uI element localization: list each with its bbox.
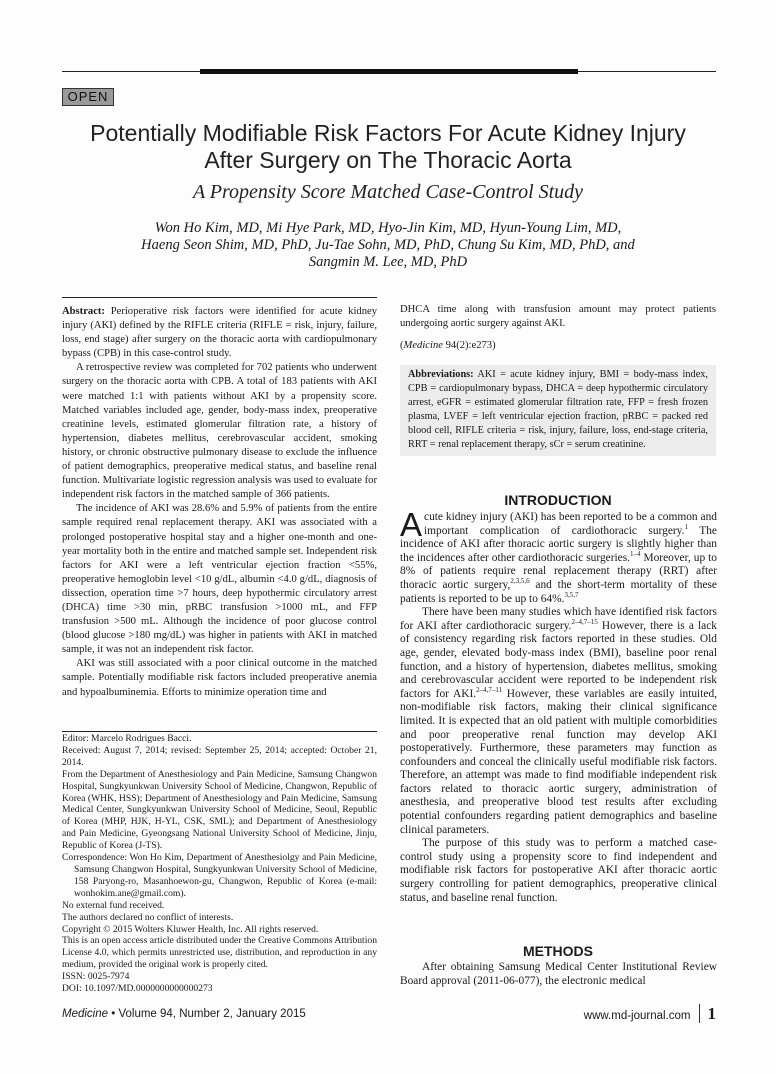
footnote-conflict: The authors declared no conflict of interests.: [62, 911, 234, 923]
intro-p1: Acute kidney injury (AKI) has been reported to be a common and important complication of cardiothoracic surgery.$^1$ The incidence of AKI after thoracic aortic surgery is slightly higher than the incidences after other cardiothoracic surgeries.$^{1-4}$ Moreover, up to 8% of patients require renal replacement therapy (RRT) after thoracic aortic surgery,$^{2,3,5,6}$ and the short-term mortality of these patients is reported to be up to 64%.$^{3,5,7}$: [400, 506, 717, 605]
open-access-badge: OPEN: [62, 88, 114, 106]
footnote-correspondence: Correspondence: Won Ho Kim, Department of Anesthesiolgy and Pain Medicine, Samsung Changwon Hospital, Sungkyunkwan University School of Medicine, 158 Paryong-ro, Masanhoewon-gu, Changwon, Republic of Korea (e-mail: wonhokim.ane@gmail.com).: [62, 852, 377, 899]
citation: (Medicine 94(2):e273): [400, 340, 496, 352]
methods-body: [400, 961, 717, 988]
footnote-funding: No external fund received.: [62, 899, 165, 911]
abbreviations-label: Abbreviations:: [408, 369, 474, 380]
citation-journal: Medicine: [403, 340, 443, 352]
footer-journal-info: Medicine • Volume 94, Number 2, January 2015: [62, 1008, 306, 1020]
footnote-doi: DOI: 10.1097/MD.0000000000000273: [62, 983, 213, 995]
footnotes: [62, 733, 377, 995]
footnote-received: Received: August 7, 2014; revised: September 25, 2014; accepted: October 21, 2014.: [62, 744, 377, 768]
footnote-copyright: Copyright © 2015 Wolters Kluwer Health, Inc. All rights reserved.: [62, 923, 319, 935]
abstract-p2: A retrospective review was completed for 702 patients who underwent surgery on the thoracic aorta with CPB. A total of 183 patients with AKI were matched 1:1 with patients without AKI by a propensity score. Matched variables included age, gender, body-mass index, preoperative creatinine levels, estimated glomerular filtration rate, a history of hypertension, diabetes mellitus, cerebrovascular accident, smoking history, or chronic obstructive pulmonary disease to exclude the influence of patient demographics, preoperative medical status, and baseline renal function. Multivariate logistic regression analysis was used to evaluate for independent risk factors in the matched sample of 366 patients.: [62, 362, 377, 501]
footnote-affiliations: From the Department of Anesthesiology and Pain Medicine, Samsung Changwon Hospital, Sungkyunkwan University School of Medicine, Changwon, Republic of Korea (WHK, HSS); Department of Anesthesiology and Pain Medicine, Samsung Medical Center, Sungkyunkwan University School of Medicine, Seoul, Republic of Korea (MHP, HJK, H-YL, CSK, SML); and Department of Anesthesiology and Pain Medicine, Gyeongsang National University School of Medicine, Jinju, Republic of Korea (J-TS).: [62, 768, 377, 852]
drop-cap: A: [400, 506, 423, 543]
footnote-rule: [62, 731, 377, 732]
footnote-license: This is an open access article distributed under the Creative Commons Attribution License 4.0, which permits unrestricted use, distribution, and reproduction in any medium, provided the original work is properly cited.: [62, 935, 377, 971]
footer-url[interactable]: www.md-journal.com: [583, 1010, 691, 1022]
abstract-rule: [62, 297, 377, 298]
author-line: Sangmin M. Lee, MD, PhD: [308, 254, 468, 270]
introduction-heading: INTRODUCTION: [504, 492, 612, 508]
methods-heading: METHODS: [523, 943, 593, 959]
footnote-issn: ISSN: 0025-7974: [62, 971, 130, 983]
article-subtitle: A Propensity Score Matched Case-Control Study: [192, 181, 584, 203]
footer-issue: Volume 94, Number 2, January 2015: [118, 1008, 306, 1020]
citation-volume: 94(2):e273): [442, 340, 496, 352]
abstract-label: Abstract:: [62, 306, 105, 317]
abstract-p4: AKI was still associated with a poor clinical outcome in the matched sample. Potentially modifiable risk factors included preoperative anemia and hypoalbuminemia. Efforts to minimize operation time and: [62, 658, 377, 698]
abbreviations-box: [400, 365, 716, 456]
abstract-continued: [400, 303, 716, 353]
abstract-p1: Perioperative risk factors were identified for acute kidney injury (AKI) defined by the RIFLE criteria (RIFLE = risk, injury, failure, loss, end stage) after surgery on the thoracic aorta with cardiopulmonary bypass (CPB) in this case-control study.: [62, 306, 378, 360]
author-line: Haeng Seon Shim, MD, PhD, Ju-Tae Sohn, MD, PhD, Chung Su Kim, MD, PhD, and: [141, 237, 635, 253]
abstract-p4-continued: DHCA time along with transfusion amount may protect patients undergoing aortic surgery against AKI.: [400, 304, 716, 330]
abstract: [62, 305, 377, 700]
page-number: 1: [699, 1004, 717, 1023]
abbreviations-text: AKI = acute kidney injury, BMI = body-mass index, CPB = cardiopulmonary bypass, DHCA = deep hypothermic circulatory arrest, eGFR = estimated glomerular filtration rate, FFP = fresh frozen plasma, LVEF = left ventricular ejection fraction, pRBC = packed red blood cell, RIFLE criteria = risk, injury, failure, loss, end-stage criteria, RRT = renal replacement therapy, sCr = serum creatinine.: [408, 369, 708, 450]
intro-p3: The purpose of this study was to perform a matched case-control study using a propensity score to find independent and modifiable risk factors for postoperative AKI after thoracic aortic surgery controlling for patient demographics, preoperative clinical status, and baseline renal function.: [400, 837, 717, 904]
article-title: [40, 120, 736, 174]
footnote-editor: Editor: Marcelo Rodrigues Bacci.: [62, 733, 192, 744]
methods-p1: After obtaining Samsung Medical Center Institutional Review Board approval (2011-06-077), the electronic medical: [400, 961, 717, 987]
footer-site: [584, 1004, 716, 1024]
introduction-body: [400, 506, 717, 905]
header-bar: [200, 69, 578, 74]
title-line-2: After Surgery on The Thoracic Aorta: [204, 147, 572, 173]
title-line-1: Potentially Modifiable Risk Factors For Acute Kidney Injury: [90, 120, 686, 146]
abstract-p3: The incidence of AKI was 28.6% and 5.9% of patients from the entire sample required renal replacement therapy. AKI was associated with a prolonged postoperative hospital stay and a higher one-month and one-year mortality both in the entire and matched sample set. Independent risk factors for AKI were a left ventricular ejection fraction <55%, preoperative hemoglobin level <10 g/dL, albumin <4.0 g/dL, diagnosis of dissection, operation time >7 hours, deep hypothermic circulatory arrest (DHCA) time >30 min, pRBC transfusion >1000 mL, and FFP transfusion >500 mL. Although the incidence of poor glucose control (blood glucose >180 mg/dL) was higher in patients with AKI in matched sample, it was not an independent risk factor.: [62, 503, 377, 656]
intro-p2: There have been many studies which have identified risk factors for AKI after cardiothoracic surgery.$^{2-4,7-15}$ However, there is a lack of consistency regarding risk factors reported in these studies. Old age, gender, elevated body-mass index (BMI), baseline poor renal function, and a history of hypertension, diabetes mellitus, smoking and cerebrovascular accident were reported to be independent risk factors for AKI.$^{2-4,7-11}$ However, these variables are easily intuited, non-modifiable risk factors, making their clinical significance limited. It is expected that an old patient with multiple comorbidities and poor preoperative renal function may develop AKI postoperatively. Furthermore, these parameters may function as confounders and conceal the clinically useful modifiable risk factors. Therefore, an attempt was made to find modifiable independent risk factors related to thoracic aortic surgery, administration of anesthesia, and preoperative blood test results after excluding potential confounders regarding patient demographics and baseline clinical parameters.: [400, 606, 717, 836]
footer-journal: Medicine: [62, 1008, 109, 1020]
author-line: Won Ho Kim, MD, Mi Hye Park, MD, Hyo-Jin Kim, MD, Hyun-Young Lim, MD,: [154, 220, 622, 236]
author-list: [40, 220, 736, 271]
